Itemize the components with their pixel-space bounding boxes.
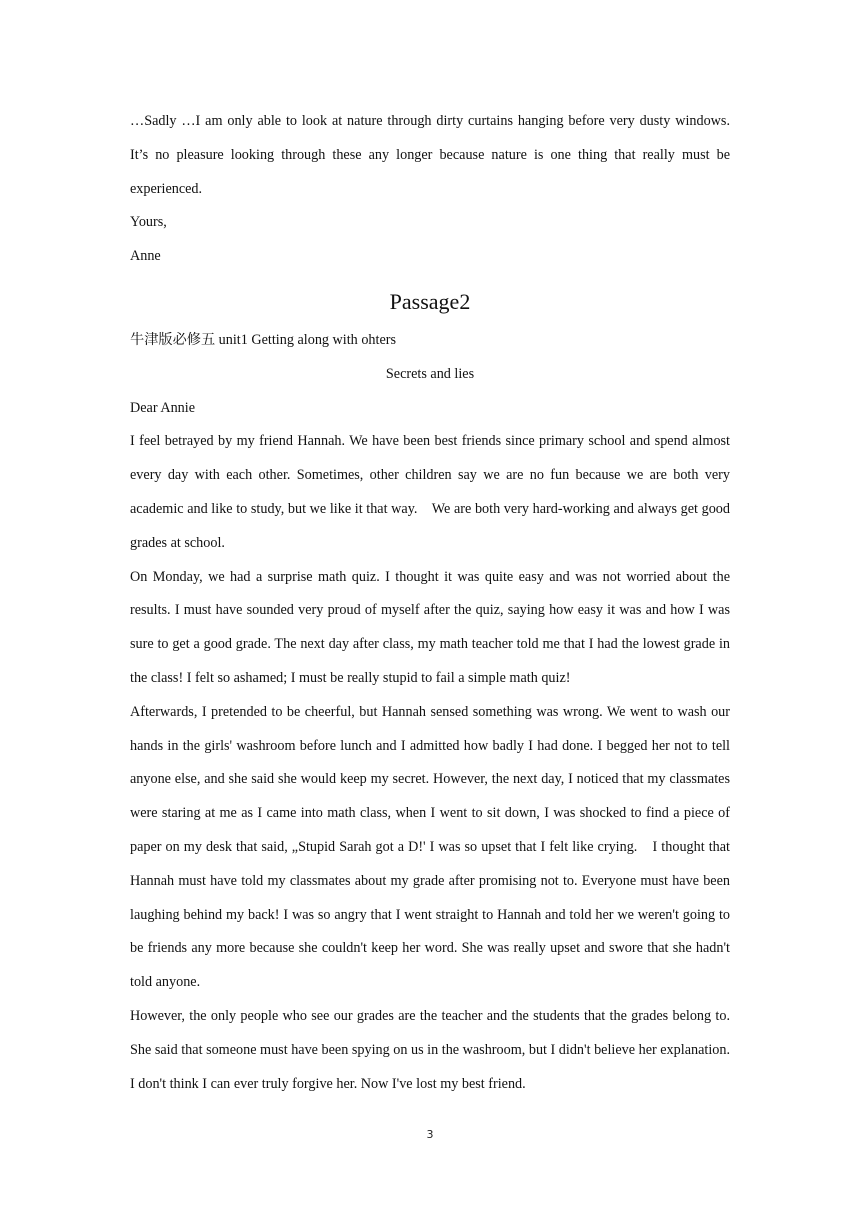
letter-signature: Anne <box>130 248 161 265</box>
passage-paragraph-2: On Monday, we had a surprise math quiz. I thought it was quite easy and was not worried about the results. I must have sounded very proud of myself after the quiz, saying how easy it was and how I was sure to get a good grade. The next day after class, my math teacher told me that I had the lowest grade in the class! I felt so ashamed; I must be really stupid to fail a simple math quiz! <box>130 568 730 686</box>
passage-paragraph-3: Afterwards, I pretended to be cheerful, but Hannah sensed something was wrong. We went to wash our hands in the girls' washroom before lunch and I admitted how badly I had done. I begged her not to tell anyone else, and she said she would keep my secret. However, the next day, I noticed that my classmates were staring at me as I came into math class, when I went to sit down, I was shocked to find a piece of paper on my desk that said, „Stupid Sarah got a D!' I was so upset that I felt like crying. I thought that Hannah must have told my classmates about my grade after promising not to. Everyone must have been laughing behind my back! I was so angry that I went straight to Hannah and told her we weren't going to be friends any more because she couldn't keep her word. She was really upset and swore that she hadn't told anyone. <box>130 703 730 991</box>
passage-paragraph-4: However, the only people who see our grades are the teacher and the students that the grades belong to. She said that someone must have been spying on us in the washroom, but I didn't believe her explanation. I don't think I can ever truly forgive her. Now I've lost my best friend. <box>130 1007 730 1092</box>
page-number: 3 <box>426 1128 434 1141</box>
letter-paragraph-end: …Sadly …I am only able to look at nature through dirty curtains hanging before very dusty windows. It’s no pleasure looking through these any longer because nature is one thing that really must be experienced. <box>130 113 730 197</box>
letter-closing: Yours, <box>130 214 167 231</box>
passage-title: Passage2 <box>389 288 471 314</box>
letter-greeting: Dear Annie <box>130 399 195 416</box>
passage-source: 牛津版必修五 unit1 Getting along with ohters <box>130 331 396 348</box>
passage-subtitle: Secrets and lies <box>385 365 475 382</box>
document-page <box>130 105 730 1101</box>
passage-paragraph-1: I feel betrayed by my friend Hannah. We have been best friends since primary school and spend almost every day with each other. Sometimes, other children say we are no fun because we are both very academic and like to study, but we like it that way. We are both very hard-working and always get good grades at school. <box>130 433 730 551</box>
